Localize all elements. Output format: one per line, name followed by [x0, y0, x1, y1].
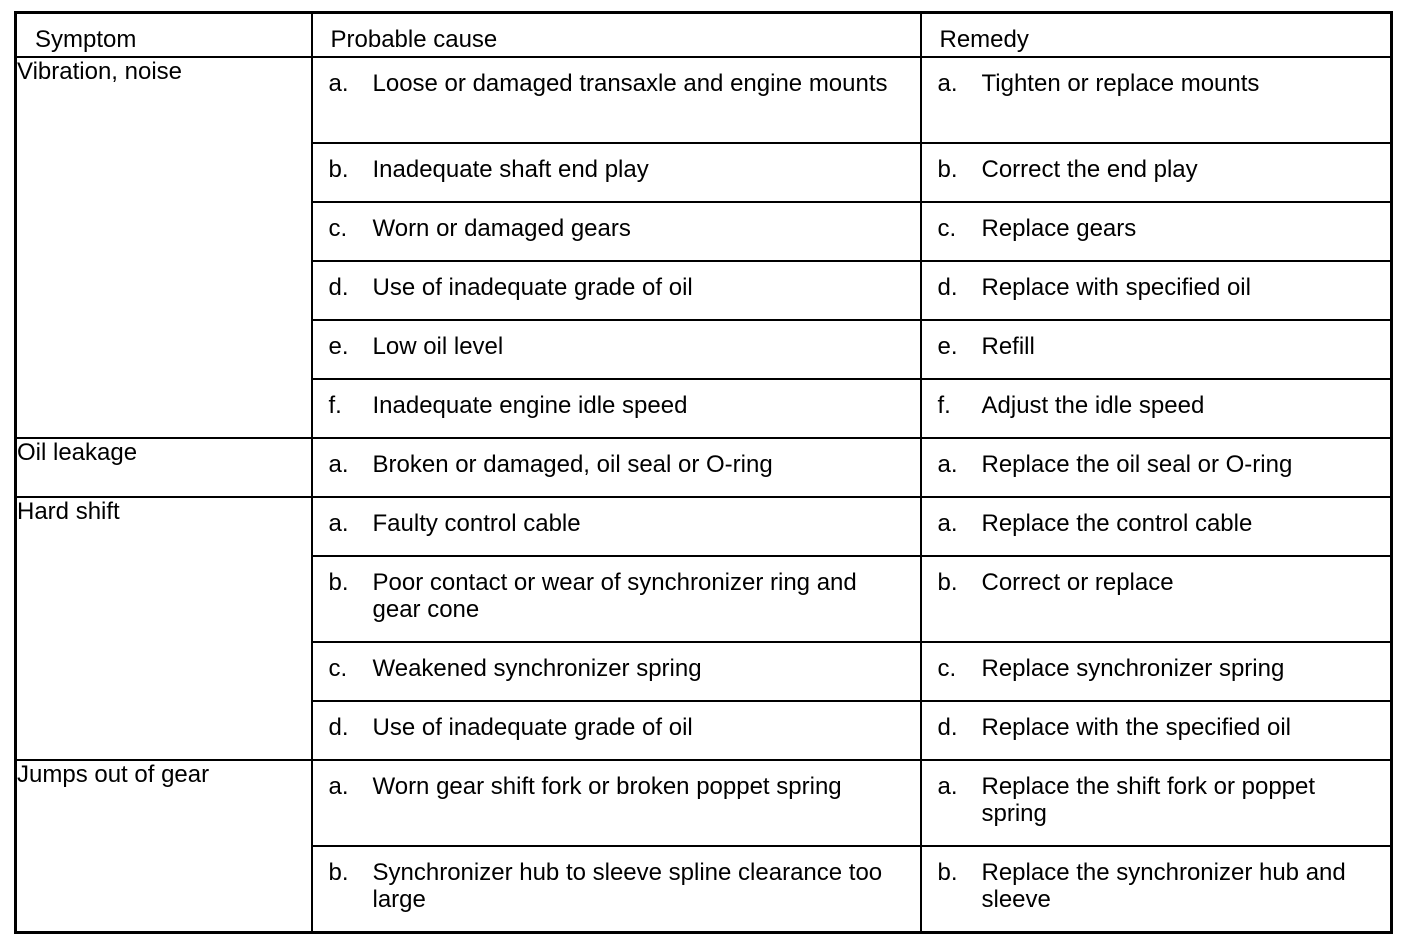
remedy-cell	[921, 202, 1392, 261]
cause-text: Loose or damaged transaxle and engine mounts	[372, 70, 888, 97]
cause-letter: a.	[328, 510, 349, 537]
cause-cell	[312, 556, 921, 642]
cause-letter: d.	[328, 714, 349, 741]
header-remedy-label: Remedy	[939, 26, 1029, 53]
remedy-cell	[921, 261, 1392, 320]
cause-text: Worn gear shift fork or broken poppet spring	[372, 773, 842, 800]
remedy-text: Replace with specified oil	[981, 274, 1251, 301]
table-row	[16, 438, 1392, 497]
remedy-text: Replace gears	[981, 215, 1137, 242]
remedy-letter: d.	[937, 714, 958, 741]
remedy-text: Replace the oil seal or O-ring	[981, 451, 1293, 478]
cause-letter: a.	[328, 773, 349, 800]
cause-cell	[312, 57, 921, 143]
remedy-letter: d.	[937, 274, 958, 301]
remedy-letter: b.	[937, 156, 958, 183]
cause-text: Broken or damaged, oil seal or O-ring	[372, 451, 773, 478]
cause-cell	[312, 202, 921, 261]
remedy-cell	[921, 438, 1392, 497]
cause-letter: e.	[328, 333, 349, 360]
remedy-text: Replace the synchronizer hub and sleeve	[981, 859, 1346, 913]
symptom-cell: Hard shift	[16, 497, 312, 760]
remedy-cell	[921, 320, 1392, 379]
cause-letter: c.	[328, 655, 348, 682]
remedy-cell	[921, 143, 1392, 202]
cause-letter: b.	[328, 859, 349, 886]
remedy-letter: b.	[937, 569, 958, 596]
remedy-cell	[921, 497, 1392, 556]
cause-letter: d.	[328, 274, 349, 301]
cause-text: Low oil level	[372, 333, 504, 360]
cause-cell	[312, 497, 921, 556]
header-symptom	[16, 13, 312, 58]
remedy-cell	[921, 846, 1392, 933]
remedy-letter: c.	[937, 215, 957, 242]
cause-cell	[312, 846, 921, 933]
cause-cell	[312, 379, 921, 438]
header-probable-cause-label: Probable cause	[330, 26, 498, 53]
remedy-letter: a.	[937, 773, 958, 800]
cause-letter: b.	[328, 156, 349, 183]
cause-text: Inadequate shaft end play	[372, 156, 649, 183]
cause-letter: a.	[328, 451, 349, 478]
remedy-text: Replace synchronizer spring	[981, 655, 1285, 682]
cause-text: Use of inadequate grade of oil	[372, 714, 693, 741]
header-probable-cause	[312, 13, 921, 58]
table-row	[16, 760, 1392, 846]
table-row	[16, 497, 1392, 556]
remedy-cell	[921, 642, 1392, 701]
remedy-cell	[921, 57, 1392, 143]
remedy-text: Replace the shift fork or poppet spring	[981, 773, 1316, 827]
remedy-text: Adjust the idle speed	[981, 392, 1205, 419]
cause-cell	[312, 320, 921, 379]
table-row	[16, 57, 1392, 143]
header-row	[16, 13, 1392, 58]
remedy-cell	[921, 556, 1392, 642]
remedy-letter: a.	[937, 510, 958, 537]
remedy-text: Replace with the specified oil	[981, 714, 1292, 741]
remedy-letter: e.	[937, 333, 958, 360]
remedy-text: Replace the control cable	[981, 510, 1253, 537]
symptom-cell: Vibration, noise	[16, 57, 312, 438]
remedy-letter: f.	[937, 392, 951, 419]
cause-cell	[312, 701, 921, 760]
remedy-text: Correct the end play	[981, 156, 1198, 183]
cause-text: Synchronizer hub to sleeve spline clearance too large	[372, 859, 883, 913]
remedy-cell	[921, 701, 1392, 760]
cause-cell	[312, 143, 921, 202]
remedy-letter: b.	[937, 859, 958, 886]
cause-cell	[312, 760, 921, 846]
troubleshooting-table-wrapper	[14, 11, 1390, 934]
remedy-letter: a.	[937, 451, 958, 478]
remedy-text: Refill	[981, 333, 1035, 360]
symptom-cell: Jumps out of gear	[16, 760, 312, 933]
remedy-cell	[921, 379, 1392, 438]
remedy-letter: c.	[937, 655, 957, 682]
header-symptom-label: Symptom	[35, 26, 137, 53]
remedy-text: Correct or replace	[981, 569, 1174, 596]
cause-text: Weakened synchronizer spring	[372, 655, 702, 682]
cause-cell	[312, 642, 921, 701]
cause-letter: b.	[328, 569, 349, 596]
remedy-text: Tighten or replace mounts	[981, 70, 1260, 97]
header-remedy	[921, 13, 1392, 58]
symptom-cell: Oil leakage	[16, 438, 312, 497]
cause-letter: f.	[328, 392, 342, 419]
cause-text: Worn or damaged gears	[372, 215, 631, 242]
remedy-letter: a.	[937, 70, 958, 97]
cause-text: Inadequate engine idle speed	[372, 392, 688, 419]
cause-cell	[312, 438, 921, 497]
cause-letter: c.	[328, 215, 348, 242]
cause-cell	[312, 261, 921, 320]
cause-text: Use of inadequate grade of oil	[372, 274, 693, 301]
troubleshooting-table	[14, 11, 1393, 934]
cause-text: Faulty control cable	[372, 510, 581, 537]
cause-letter: a.	[328, 70, 349, 97]
remedy-cell	[921, 760, 1392, 846]
cause-text: Poor contact or wear of synchronizer ring and gear cone	[372, 569, 857, 623]
